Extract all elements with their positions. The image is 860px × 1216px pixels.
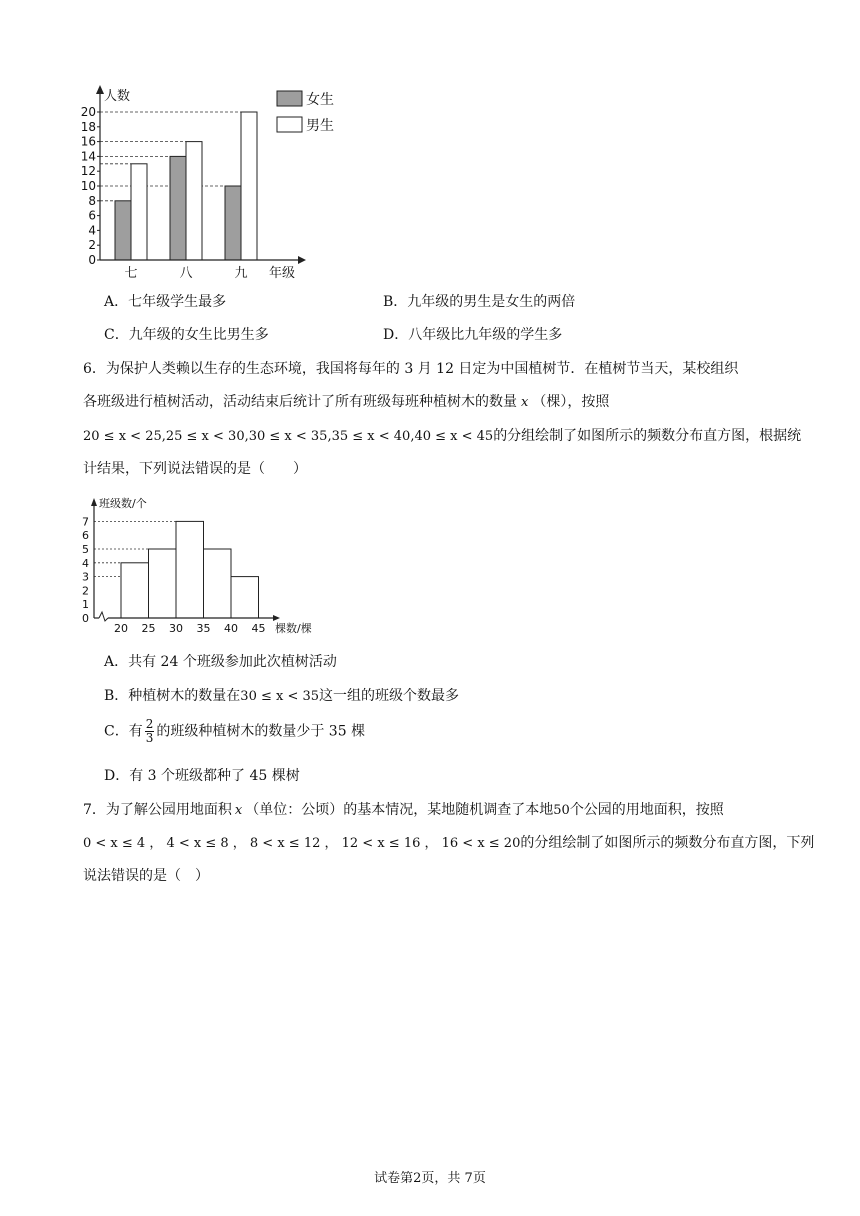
x-tick-label: 20 xyxy=(114,622,128,635)
bar-male xyxy=(186,142,202,260)
q7-stem-line1 xyxy=(83,800,724,821)
y-tick-label: 6 xyxy=(88,208,96,223)
x-axis-label: 年级 xyxy=(269,266,296,281)
q6-stem-text: 各班级进行植树活动，活动结束后统计了所有班级每班种植树木的数量 xyxy=(83,394,517,410)
q7-stem-line3: 说法错误的是（ ） xyxy=(83,868,209,884)
y-tick-label: 2 xyxy=(82,584,89,598)
y-tick-label: 0 xyxy=(82,612,89,625)
q7-park-count: 50 xyxy=(553,803,570,818)
y-axis-label: 人数 xyxy=(104,89,131,104)
histogram-bar xyxy=(231,577,259,618)
q6-stem-line2 xyxy=(83,392,609,413)
y-tick-label: 12 xyxy=(80,164,96,179)
y-axis-arrow xyxy=(96,85,104,94)
y-tick-label: 3 xyxy=(82,570,89,584)
y-tick-label: 4 xyxy=(82,556,89,570)
grade-gender-bar-chart xyxy=(70,80,350,285)
q5-option-d: D．八年级比九年级的学生多 xyxy=(383,327,563,343)
q6-option-c xyxy=(104,718,365,745)
q6-option-d: D．有 3 个班级都种了 45 棵树 xyxy=(104,768,300,784)
q7-stem-line2 xyxy=(83,833,814,854)
y-tick-label: 5 xyxy=(82,543,89,556)
x-axis-arrow xyxy=(298,256,306,264)
y-tick-label: 14 xyxy=(80,149,96,164)
fraction-numerator: 2 xyxy=(145,717,154,731)
axis-break-mark xyxy=(99,612,108,621)
bar-female xyxy=(170,156,186,260)
y-tick-label: 0 xyxy=(88,253,96,267)
q6-variable: x xyxy=(521,395,529,410)
legend-swatch xyxy=(277,117,302,132)
y-tick-label: 10 xyxy=(80,179,96,193)
y-tick-label: 2 xyxy=(88,238,96,253)
q7-variable: x xyxy=(234,803,243,818)
bar-male xyxy=(241,112,257,260)
q6-stem-line1: 6．为保护人类赖以生存的生态环境，我国将每年的 3 月 12 日定为中国植树节．在植树节当天，某校组织 xyxy=(83,361,739,377)
bar-female xyxy=(115,201,131,260)
x-tick-label: 25 xyxy=(141,622,156,635)
fraction xyxy=(145,718,155,745)
y-axis-arrow xyxy=(91,498,97,506)
fraction-denominator: 3 xyxy=(145,731,154,745)
q7-intervals: 0 < x ≤ 4 ， 4 < x ≤ 8 ， 8 < x ≤ 12 ， 12 < x ≤ 16 ， 16 < x ≤ 20 xyxy=(83,836,521,851)
y-tick-label: 4 xyxy=(88,223,96,238)
q6-option-b-text2: 这一组的班级个数最多 xyxy=(319,688,460,704)
page-footer: 试卷第2页，共 7页 xyxy=(374,1171,486,1186)
y-tick-label: 1 xyxy=(82,598,89,612)
q5-option-c: C．九年级的女生比男生多 xyxy=(104,327,269,343)
y-tick-label: 20 xyxy=(80,105,96,119)
y-tick-label: 18 xyxy=(80,119,96,134)
q6-option-b xyxy=(104,686,459,707)
q6-intervals: 20 ≤ x < 25,25 ≤ x < 30,30 ≤ x < 35,35 ≤ x < 40,40 ≤ x < 45 xyxy=(83,429,494,444)
bar-female xyxy=(225,186,241,260)
q6-option-b-interval: 30 ≤ x < 35 xyxy=(240,689,320,704)
q6-option-b-text: B．种植树木的数量在 xyxy=(104,688,241,704)
y-tick-label: 8 xyxy=(88,193,96,208)
x-axis-arrow xyxy=(273,615,280,621)
histogram-bar xyxy=(121,563,149,618)
q6-stem-unit: （棵），按照 xyxy=(532,394,610,410)
tree-planting-histogram xyxy=(75,494,365,638)
x-tick-label: 35 xyxy=(196,622,211,635)
y-tick-label: 16 xyxy=(80,134,96,149)
x-axis-label: 棵数/棵 xyxy=(275,622,312,635)
q6-option-c-text2: 的班级种植树木的数量少于 35 棵 xyxy=(156,723,366,740)
q6-option-c-text: C．有 xyxy=(104,723,143,740)
q7-stem-text: 7．为了解公园用地面积 xyxy=(83,802,232,818)
y-tick-label: 7 xyxy=(82,515,89,529)
x-tick-label: 45 xyxy=(251,622,266,635)
x-tick-label: 40 xyxy=(224,622,238,635)
legend-label: 女生 xyxy=(306,92,334,108)
histogram-bar xyxy=(149,549,177,618)
legend-swatch xyxy=(277,91,302,106)
y-tick-label: 6 xyxy=(82,529,89,543)
y-axis-label: 班级数/个 xyxy=(99,497,147,510)
legend-label: 男生 xyxy=(306,118,334,134)
q7-stem-text3: 个公园的用地面积，按照 xyxy=(569,802,724,818)
x-category-label: 九 xyxy=(234,266,248,281)
q6-stem-line3 xyxy=(83,426,801,447)
x-category-label: 七 xyxy=(124,266,138,281)
q6-stem-text2: 的分组绘制了如图所示的频数分布直方图，根据统 xyxy=(493,428,802,444)
histogram-bar xyxy=(204,549,232,618)
x-category-label: 八 xyxy=(179,266,193,281)
q7-stem-text4: 的分组绘制了如图所示的频数分布直方图，下列 xyxy=(520,835,815,851)
x-tick-label: 30 xyxy=(169,622,183,635)
q5-option-a: A．七年级学生最多 xyxy=(104,294,227,310)
q6-stem-line4: 计结果，下列说法错误的是（ ） xyxy=(83,461,307,477)
q6-option-a: A．共有 24 个班级参加此次植树活动 xyxy=(104,654,337,670)
q7-stem-text2: （单位：公顷）的基本情况，某地随机调查了本地 xyxy=(245,802,554,818)
histogram-bar xyxy=(176,521,204,618)
bar-male xyxy=(131,164,147,260)
q5-option-b: B．九年级的男生是女生的两倍 xyxy=(383,294,576,310)
